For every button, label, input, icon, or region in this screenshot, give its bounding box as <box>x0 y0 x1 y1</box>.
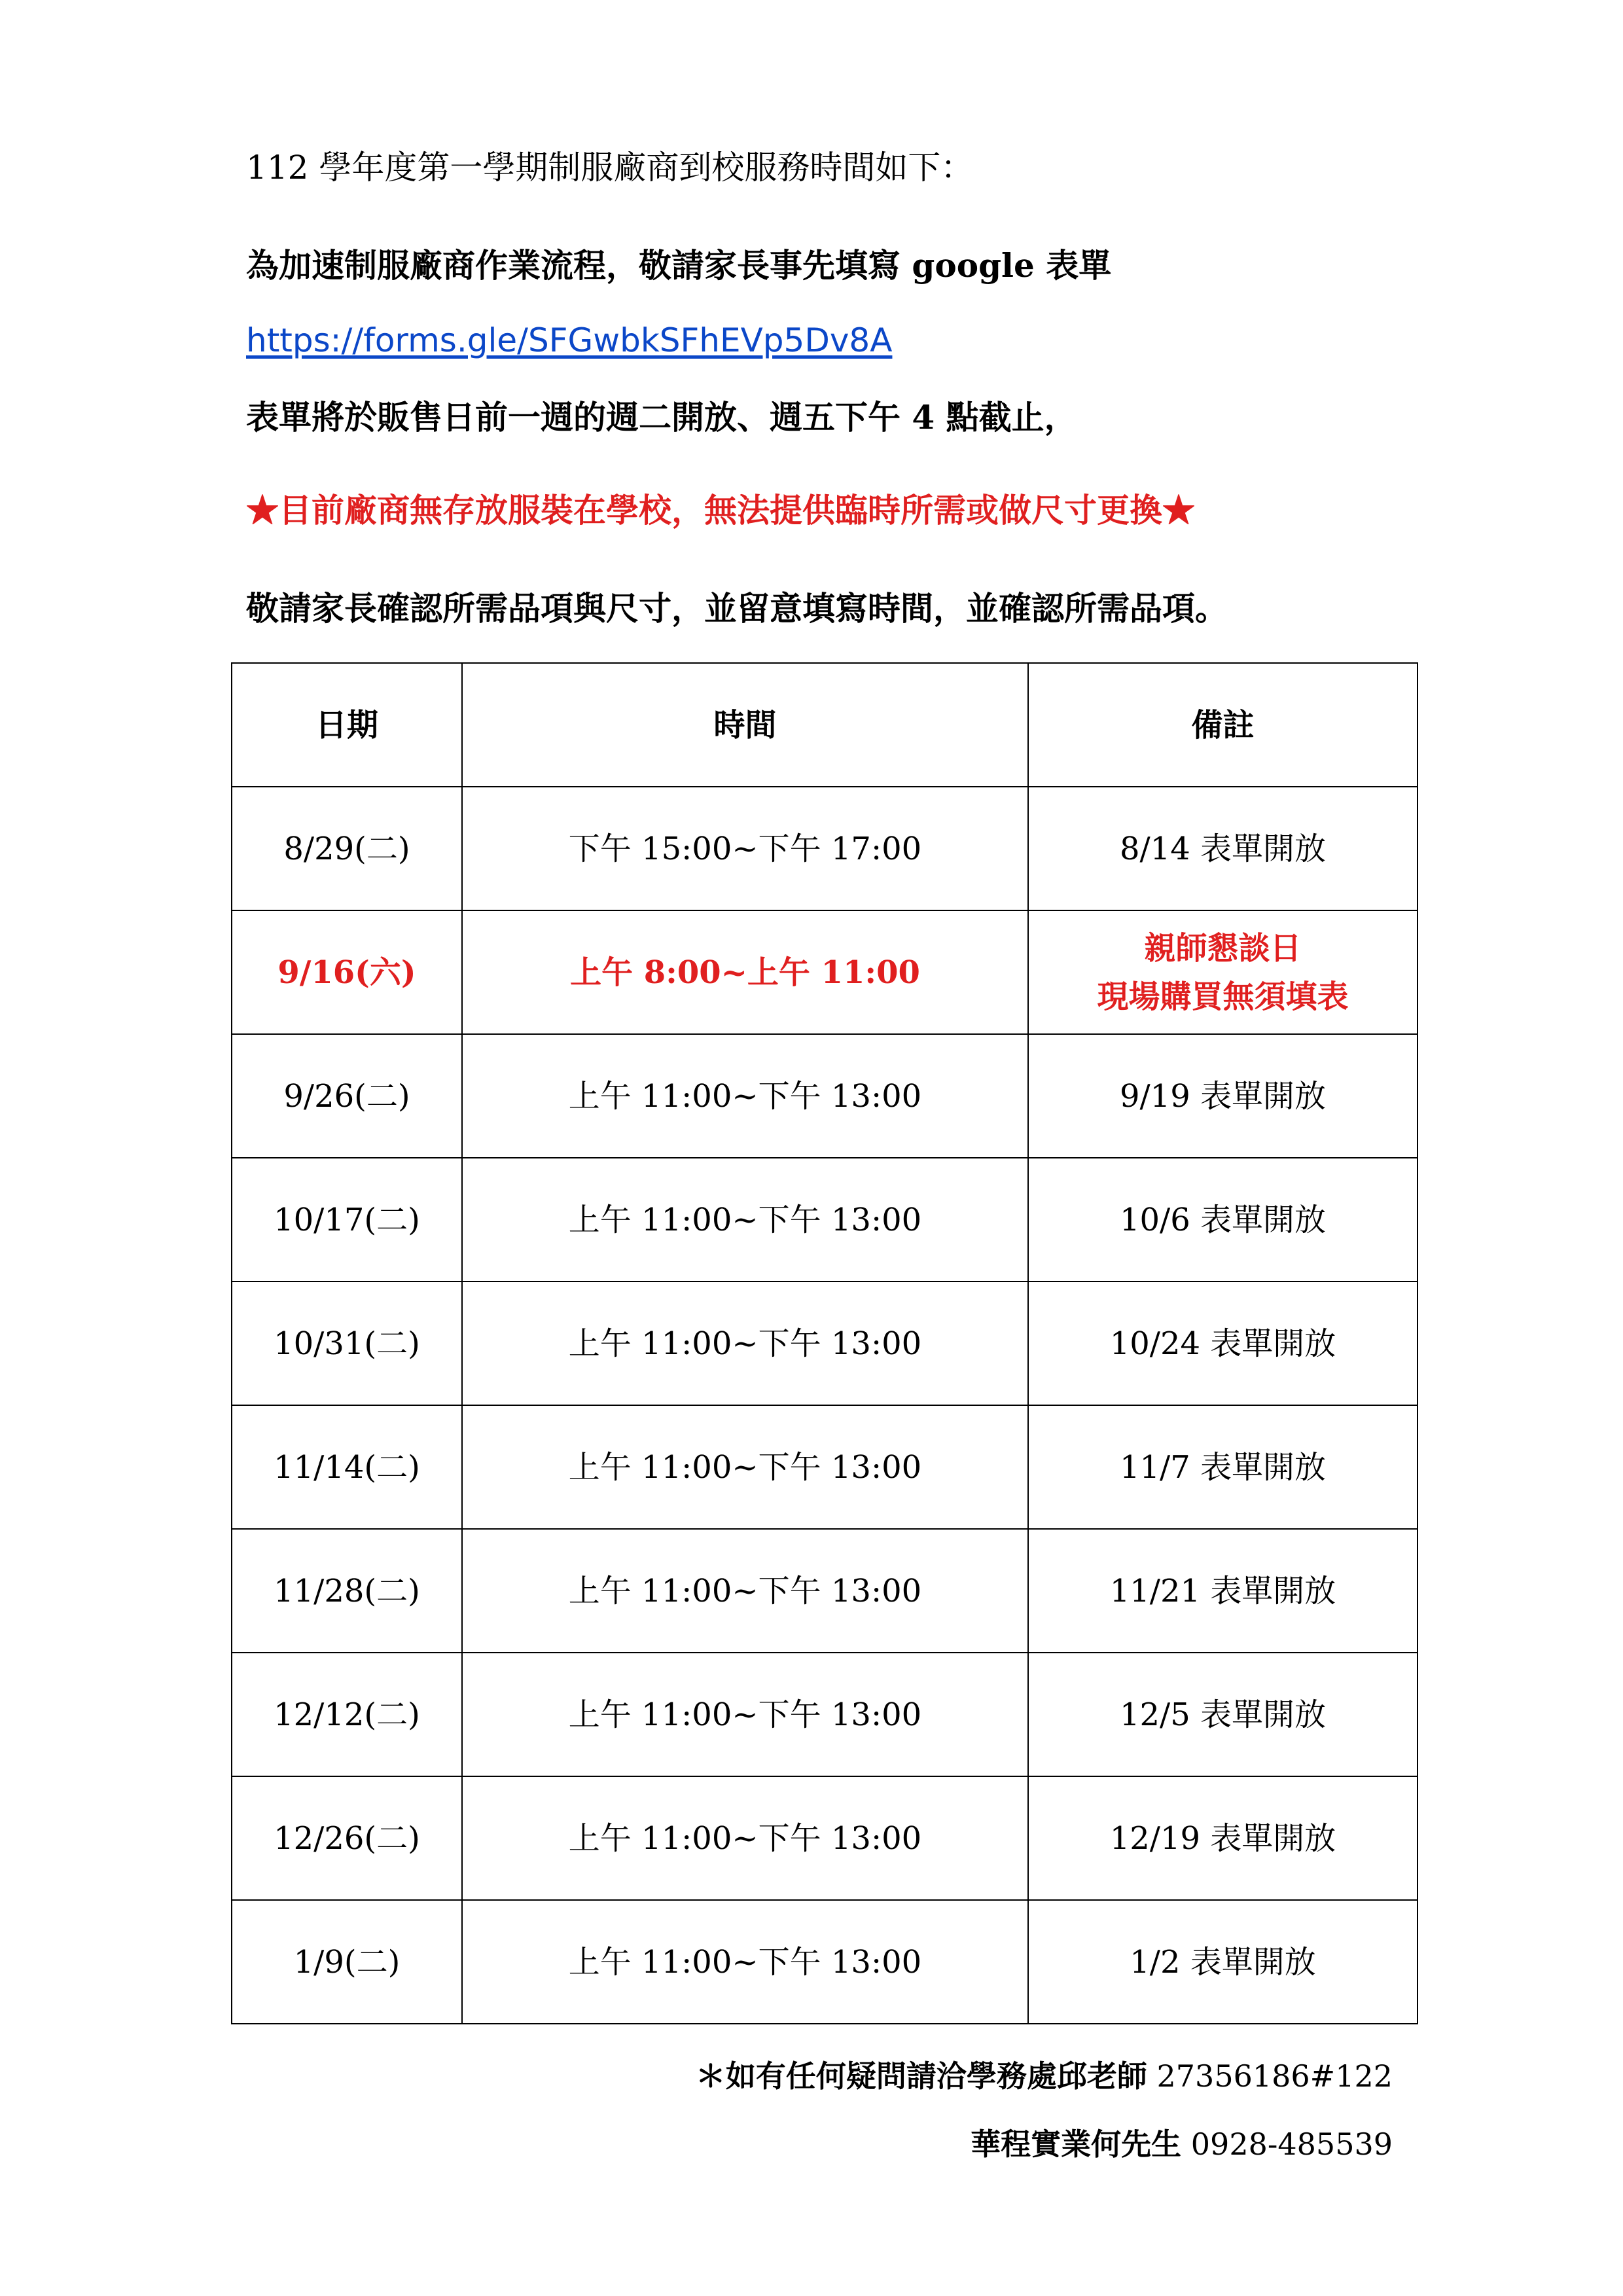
page-title: 112 學年度第一學期制服廠商到校服務時間如下： <box>246 149 974 187</box>
date-cell: 10/17(二) <box>232 1158 462 1282</box>
time-cell: 上午 11:00~下午 13:00 <box>462 1653 1028 1776</box>
note-cell <box>1028 1653 1418 1776</box>
confirm-note: 敬請家長確認所需品項與尺寸，並留意填寫時間，並確認所需品項。 <box>246 589 1228 628</box>
table-row <box>232 1034 1418 1158</box>
date-cell: 12/26(二) <box>232 1776 462 1900</box>
schedule-table <box>231 662 1418 2024</box>
date-cell: 10/31(二) <box>232 1282 462 1405</box>
warning-notice: ★目前廠商無存放服裝在學校，無法提供臨時所需或做尺寸更換★ <box>246 491 1195 529</box>
date-cell: 9/16(六) <box>232 910 462 1034</box>
note-text: 11/7 表單開放 <box>1119 1448 1327 1486</box>
note-text: 12/5 表單開放 <box>1119 1696 1327 1733</box>
time-cell: 上午 11:00~下午 13:00 <box>462 1282 1028 1405</box>
table-row <box>232 1653 1418 1776</box>
note-text-secondary: 現場購買無須填表 <box>1097 978 1349 1015</box>
date-cell: 9/26(二) <box>232 1034 462 1158</box>
time-cell: 上午 11:00~下午 13:00 <box>462 1034 1028 1158</box>
contact-vendor-label: 華程實業何先生 <box>971 2126 1182 2162</box>
form-open-note: 表單將於販售日前一週的週二開放、週五下午 4 點截止， <box>246 398 1077 437</box>
table-header-row <box>232 663 1418 787</box>
contact-teacher-label: ＊如有任何疑問請洽學務處邱老師 <box>695 2058 1147 2094</box>
note-text: 10/6 表單開放 <box>1119 1201 1327 1238</box>
note-cell <box>1028 1034 1418 1158</box>
contact-vendor <box>971 2126 1393 2162</box>
contact-vendor-phone: 0928-485539 <box>1190 2126 1393 2162</box>
table-row <box>232 1529 1418 1653</box>
table-row <box>232 1282 1418 1405</box>
note-cell <box>1028 1900 1418 2024</box>
time-cell: 上午 11:00~下午 13:00 <box>462 1900 1028 2024</box>
table-row <box>232 1776 1418 1900</box>
date-cell: 1/9(二) <box>232 1900 462 2024</box>
table-row <box>232 1900 1418 2024</box>
time-cell: 下午 15:00~下午 17:00 <box>462 787 1028 910</box>
note-text: 8/14 表單開放 <box>1119 830 1327 867</box>
note-text: 10/24 表單開放 <box>1109 1325 1336 1362</box>
date-cell: 8/29(二) <box>232 787 462 910</box>
time-cell: 上午 8:00~上午 11:00 <box>462 910 1028 1034</box>
table-row <box>232 1405 1418 1529</box>
note-text: 1/2 表單開放 <box>1130 1943 1316 1981</box>
date-cell: 12/12(二) <box>232 1653 462 1776</box>
note-cell <box>1028 1282 1418 1405</box>
time-cell: 上午 11:00~下午 13:00 <box>462 1529 1028 1653</box>
header-note: 備註 <box>1028 663 1418 787</box>
note-cell <box>1028 1405 1418 1529</box>
time-cell: 上午 11:00~下午 13:00 <box>462 1405 1028 1529</box>
time-cell: 上午 11:00~下午 13:00 <box>462 1158 1028 1282</box>
note-cell <box>1028 910 1418 1034</box>
table-row <box>232 787 1418 910</box>
google-form-link[interactable]: https://forms.gle/SFGwbkSFhEVp5Dv8A <box>246 321 893 359</box>
note-text: 12/19 表單開放 <box>1109 1820 1336 1857</box>
intro-text: 為加速制服廠商作業流程，敬請家長事先填寫 google 表單 <box>246 246 1112 285</box>
note-text: 11/21 表單開放 <box>1109 1572 1336 1609</box>
table-row-highlight <box>232 910 1418 1034</box>
contact-teacher-phone: 27356186#122 <box>1156 2058 1393 2094</box>
note-cell <box>1028 1776 1418 1900</box>
table-row <box>232 1158 1418 1282</box>
date-cell: 11/28(二) <box>232 1529 462 1653</box>
note-text: 親師懇談日 <box>1144 929 1302 967</box>
note-cell <box>1028 1529 1418 1653</box>
note-cell <box>1028 787 1418 910</box>
note-text: 9/19 表單開放 <box>1119 1077 1327 1115</box>
time-cell: 上午 11:00~下午 13:00 <box>462 1776 1028 1900</box>
header-time: 時間 <box>462 663 1028 787</box>
contact-teacher <box>696 2058 1393 2094</box>
date-cell: 11/14(二) <box>232 1405 462 1529</box>
header-date: 日期 <box>232 663 462 787</box>
note-cell <box>1028 1158 1418 1282</box>
